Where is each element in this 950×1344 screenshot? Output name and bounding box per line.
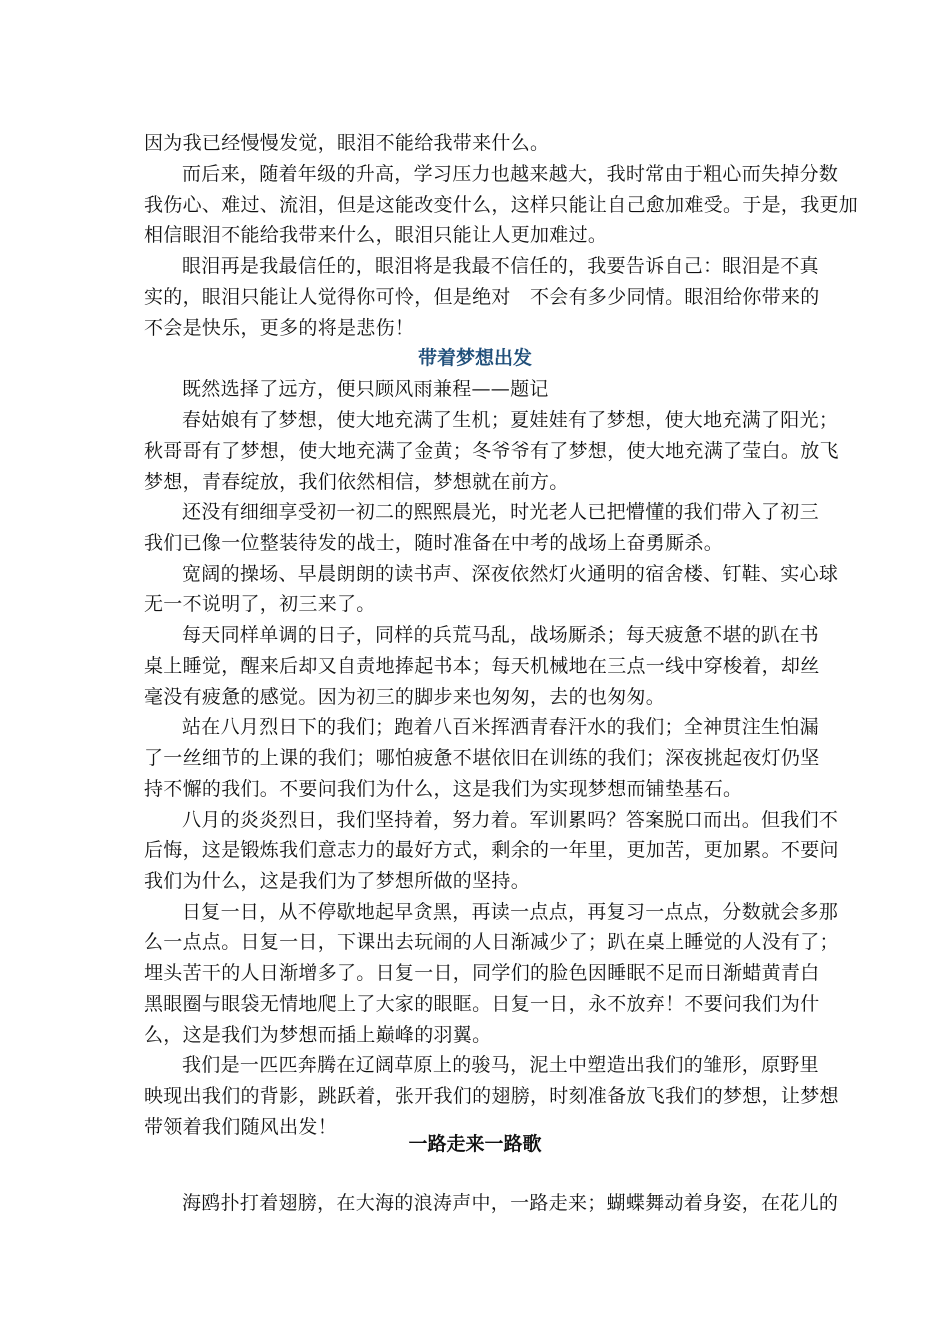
paragraph-line: 实的，眼泪只能让人觉得你可怜，但是绝对 不会有多少同情。眼泪给你带来的 (144, 286, 820, 308)
paragraph-line: 持不懈的我们。不要问我们为什么，这是我们为实现梦想而铺垫基石。 (144, 778, 743, 800)
paragraph-line: 宽阔的操场、早晨朗朗的读书声、深夜依然灯火通明的宿舍楼、钉鞋、实心球 (182, 563, 839, 585)
section-title: 带着梦想出发 (417, 347, 532, 369)
paragraph-line: 站在八月烈日下的我们；跑着八百米挥洒青春汗水的我们；全神贯注生怕漏 (182, 716, 819, 738)
paragraph-line: 梦想，青春绽放，我们依然相信，梦想就在前方。 (144, 471, 569, 493)
section-title: 一路走来一路歌 (408, 1133, 542, 1155)
paragraph-line: 八月的炎炎烈日，我们坚持着，努力着。军训累吗？答案脱口而出。但我们不 (182, 809, 839, 831)
paragraph-line: 桌上睡觉，醒来后却又自责地捧起书本；每天机械地在三点一线中穿梭着，却丝 (144, 655, 820, 677)
paragraph-line: 埋头苦干的人日渐增多了。日复一日，同学们的脸色因睡眠不足而日渐蜡黄青白 (144, 962, 820, 984)
paragraph-line: 我们为什么，这是我们为了梦想所做的坚持。 (144, 870, 531, 892)
paragraph-line: 而后来，随着年级的升高，学习压力也越来越大，我时常由于粗心而失掉分数 (182, 163, 839, 185)
paragraph-line: 秋哥哥有了梦想，使大地充满了金黄；冬爷爷有了梦想，使大地充满了莹白。放飞 (144, 440, 839, 462)
paragraph-line: 还没有细细享受初一初二的熙熙晨光，时光老人已把懵懂的我们带入了初三 (182, 501, 819, 523)
paragraph-line: 春姑娘有了梦想，使大地充满了生机；夏娃娃有了梦想，使大地充满了阳光； (182, 409, 839, 431)
paragraph-line: 么一点点。日复一日，下课出去玩闹的人日渐减少了；趴在桌上睡觉的人没有了； (144, 931, 839, 953)
paragraph-line: 日复一日，从不停歇地起早贪黑，再读一点点，再复习一点点，分数就会多那 (182, 901, 839, 923)
paragraph-line: 眼泪再是我最信任的，眼泪将是我最不信任的，我要告诉自己：眼泪是不真 (182, 255, 819, 277)
paragraph-line: 我们已像一位整装待发的战士，随时准备在中考的战场上奋勇厮杀。 (144, 532, 724, 554)
paragraph-line: 映现出我们的背影，跳跃着，张开我们的翅膀，时刻准备放飞我们的梦想，让梦想 (144, 1085, 839, 1107)
paragraph-line: 黑眼圈与眼袋无情地爬上了大家的眼眶。日复一日，永不放弃！不要问我们为什 (144, 993, 820, 1015)
paragraph-line: 毫没有疲惫的感觉。因为初三的脚步来也匆匆，去的也匆匆。 (144, 686, 666, 708)
paragraph-line: 带领着我们随风出发！ (144, 1116, 338, 1138)
paragraph-line: 么，这是我们为梦想而插上巅峰的羽翼。 (144, 1024, 492, 1046)
paragraph-line: 后悔，这是锻炼我们意志力的最好方式，剩余的一年里，更加苦，更加累。不要问 (144, 839, 839, 861)
paragraph-line: 我们是一匹匹奔腾在辽阔草原上的骏马，泥土中塑造出我们的雏形，原野里 (182, 1054, 819, 1076)
paragraph-line: 了一丝细节的上课的我们；哪怕疲惫不堪依旧在训练的我们；深夜挑起夜灯仍坚 (144, 747, 820, 769)
paragraph-line: 海鸥扑打着翅膀，在大海的浪涛声中，一路走来；蝴蝶舞动着身姿，在花儿的 (182, 1192, 839, 1214)
paragraph-line: 既然选择了远方，便只顾风雨兼程——题记 (182, 378, 549, 400)
paragraph-line: 相信眼泪不能给我带来什么，眼泪只能让人更加难过。 (144, 224, 608, 246)
paragraph-line: 不会是快乐，更多的将是悲伤！ (144, 317, 415, 339)
paragraph-line: 我伤心、难过、流泪，但是这能改变什么，这样只能让自己愈加难受。于是，我更加 (144, 194, 859, 216)
paragraph-line: 每天同样单调的日子，同样的兵荒马乱，战场厮杀；每天疲惫不堪的趴在书 (182, 624, 819, 646)
paragraph-line: 无一不说明了，初三来了。 (144, 593, 376, 615)
paragraph-line: 因为我已经慢慢发觉，眼泪不能给我带来什么。 (144, 132, 550, 154)
